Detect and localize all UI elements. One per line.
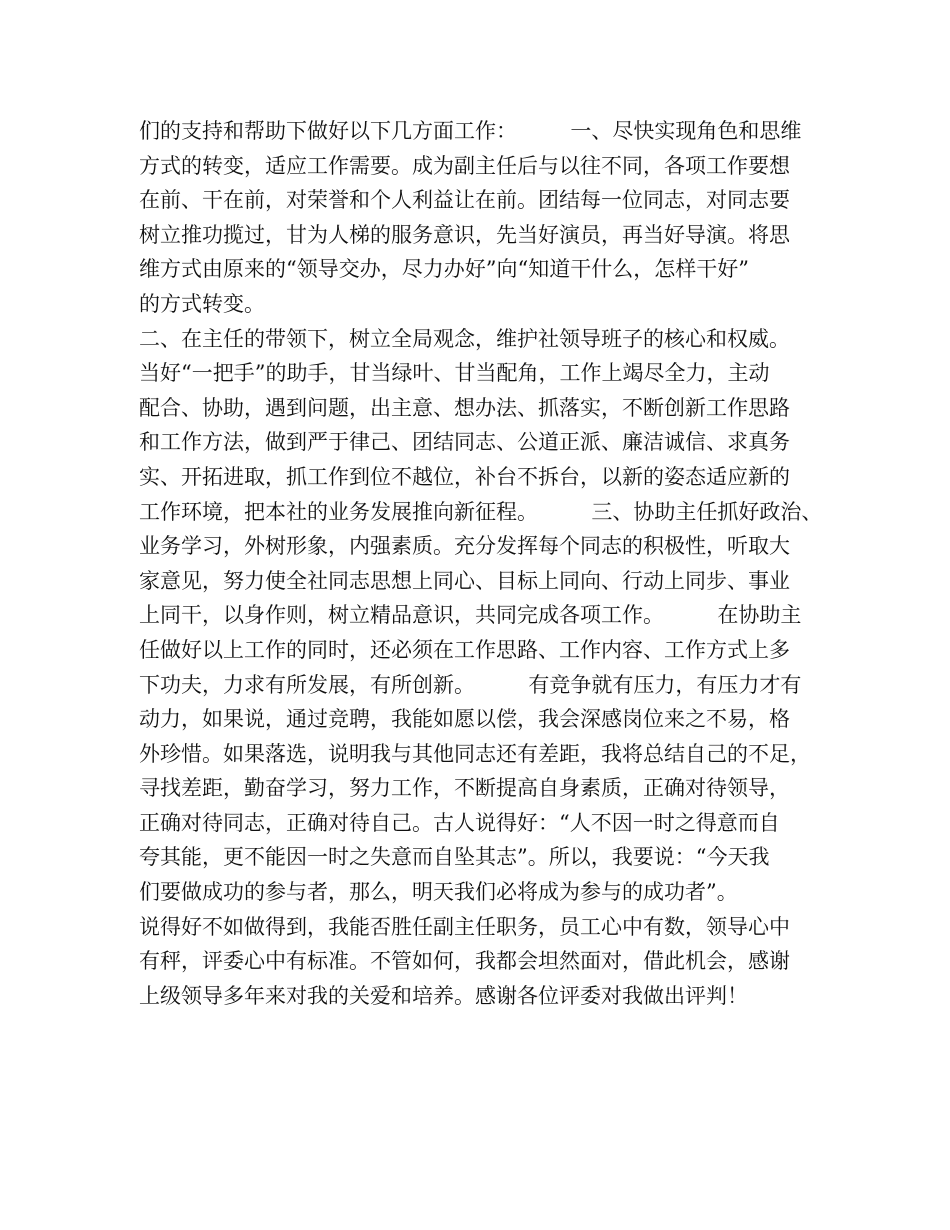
text-line: 在前、干在前，对荣誉和个人利益让在前。团结每一位同志，对同志要 — [139, 188, 790, 213]
text-line: 的方式转变。 — [139, 291, 265, 316]
text-line: 方式的转变，适应工作需要。成为副主任后与以往不同，各项工作要想 — [139, 153, 790, 178]
text-line: 们要做成功的参与者，那么，明天我们必将成为参与的成功者”。 — [139, 880, 738, 905]
text-line: 们的支持和帮助下做好以下几方面工作： 一、尽快实现角色和思维 — [139, 119, 802, 143]
text-line: 树立推功揽过，甘为人梯的服务意识，先当好演员，再当好导演。将思 — [139, 222, 790, 247]
text-line: 上同干，以身作则，树立精品意识，共同完成各项工作。 在协助主 — [139, 603, 802, 628]
text-line: 家意见，努力使全社同志思想上同心、目标上同向、行动上同步、事业 — [139, 568, 790, 593]
text-line: 当好“一把手”的助手，甘当绿叶、甘当配角，工作上竭尽全力，主动 — [139, 361, 770, 386]
text-line: 外珍惜。如果落选，说明我与其他同志还有差距，我将总结自己的不足， — [139, 741, 811, 766]
text-line: 配合、协助，遇到问题，出主意、想办法、抓落实，不断创新工作思路 — [139, 395, 790, 420]
text-line: 寻找差距，勤奋学习，努力工作，不断提高自身素质，正确对待领导， — [139, 776, 790, 801]
text-line: 上级领导多年来对我的关爱和培养。感谢各位评委对我做出评判！ — [139, 983, 748, 1008]
text-line: 实、开拓进取，抓工作到位不越位，补台不拆台，以新的姿态适应新的 — [139, 464, 790, 489]
text-line: 夸其能，更不能因一时之失意而自坠其志”。所以，我要说：“今天我 — [139, 845, 770, 870]
text-line: 说得好不如做得到，我能否胜任副主任职务，员工心中有数，领导心中 — [139, 914, 790, 939]
body-text — [139, 114, 839, 1013]
text-line: 下功夫，力求有所发展，有所创新。 有竞争就有压力，有压力才有 — [139, 672, 802, 697]
text-line: 动力，如果说，通过竞聘，我能如愿以偿，我会深感岗位来之不易，格 — [139, 707, 790, 732]
text-line: 维方式由原来的“领导交办，尽力办好”向“知道干什么，怎样干好” — [139, 257, 749, 282]
text-line: 和工作方法，做到严于律己、团结同志、公道正派、廉洁诚信、求真务 — [139, 430, 790, 455]
text-line: 二、在主任的带领下，树立全局观念，维护社领导班子的核心和权威。 — [139, 326, 790, 351]
text-line: 工作环境，把本社的业务发展推向新征程。 三、协助主任抓好政治、 — [139, 499, 823, 524]
text-line: 业务学习，外树形象，内强素质。充分发挥每个同志的积极性，听取大 — [139, 534, 790, 559]
text-line: 有秤，评委心中有标准。不管如何，我都会坦然面对，借此机会，感谢 — [139, 949, 790, 974]
text-line: 正确对待同志，正确对待自己。古人说得好：“人不因一时之得意而自 — [139, 810, 780, 835]
text-line: 任做好以上工作的同时，还必须在工作思路、工作内容、工作方式上多 — [139, 637, 790, 662]
